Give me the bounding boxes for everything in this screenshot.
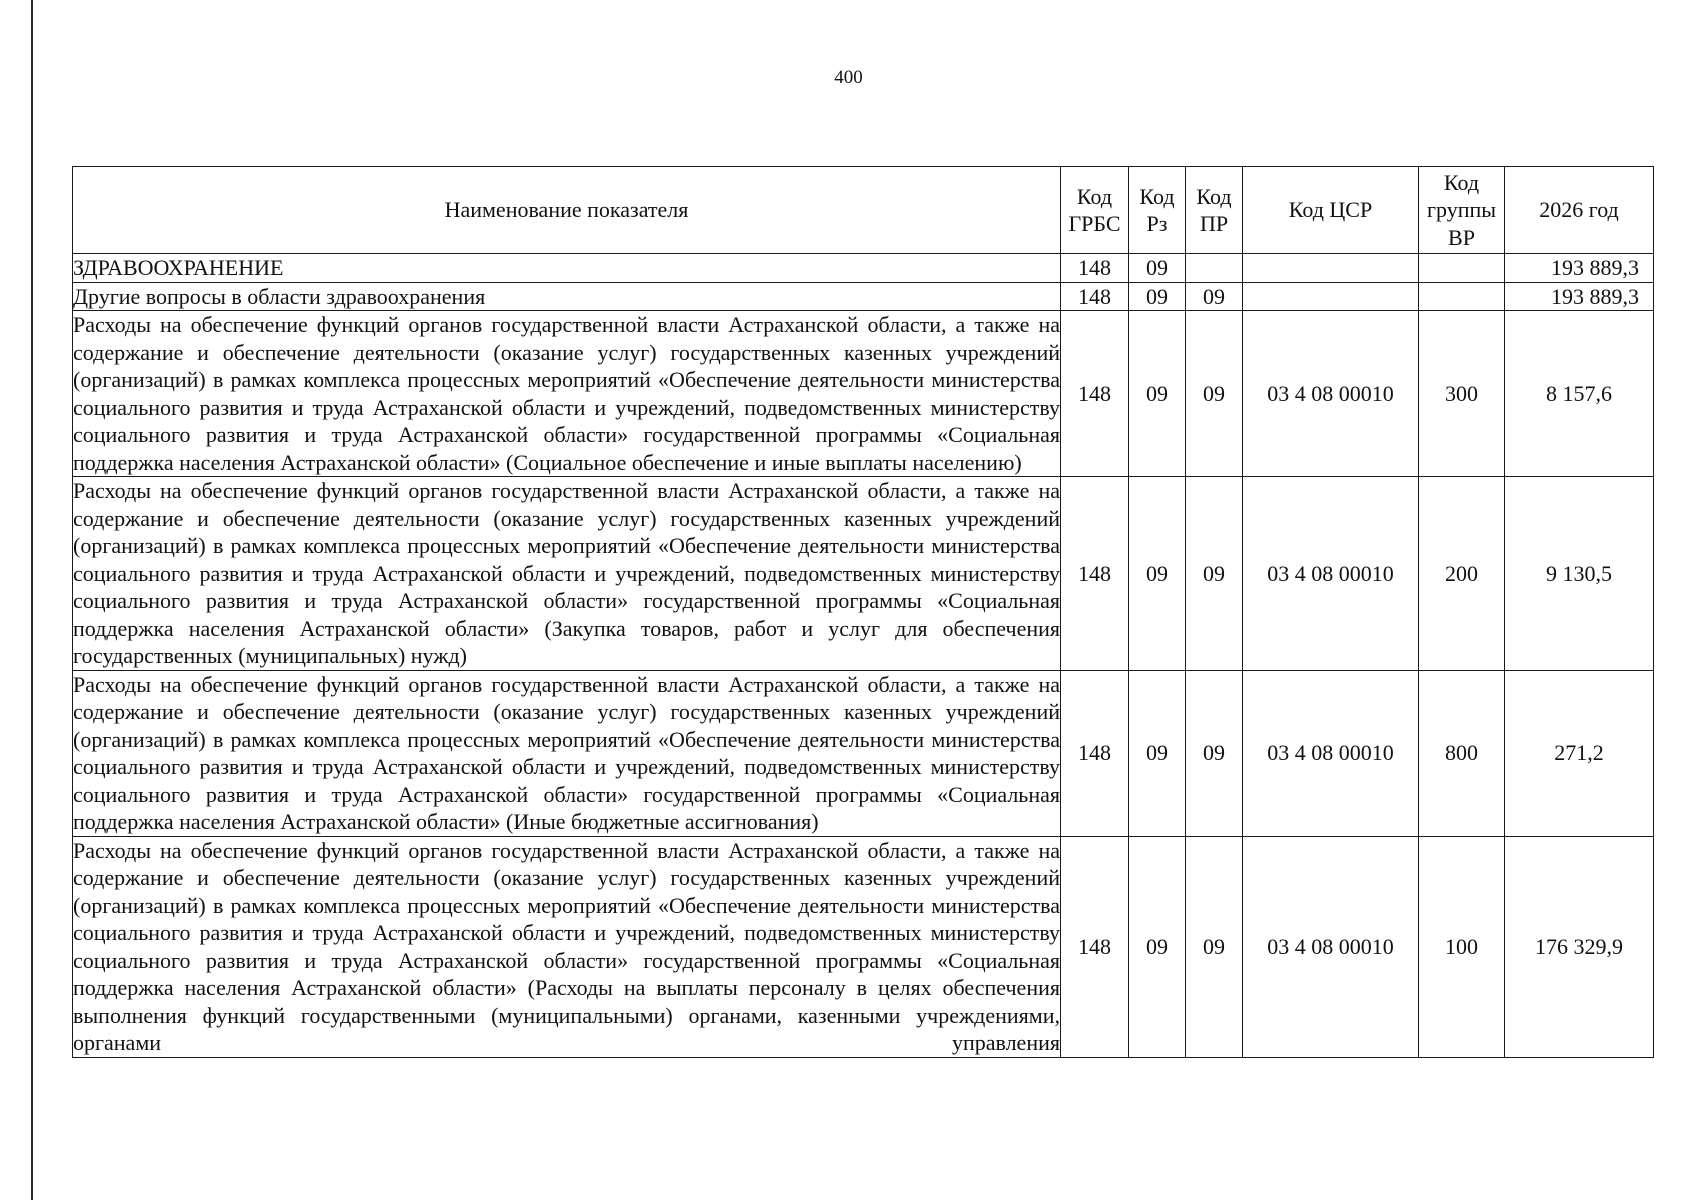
row-pr: 09 — [1186, 282, 1243, 311]
row-vr: 200 — [1419, 477, 1505, 671]
row-pr — [1186, 254, 1243, 283]
row-pr: 09 — [1186, 477, 1243, 671]
table-row — [73, 836, 1654, 1057]
row-vr: 800 — [1419, 670, 1505, 836]
table-row — [73, 477, 1654, 671]
header-vr: Код группы ВР — [1419, 167, 1505, 254]
row-pr: 09 — [1186, 670, 1243, 836]
row-grbs: 148 — [1061, 311, 1129, 477]
row-rz: 09 — [1129, 670, 1186, 836]
row-rz: 09 — [1129, 477, 1186, 671]
row-grbs: 148 — [1061, 282, 1129, 311]
row-sum: 193 889,3 — [1505, 282, 1654, 311]
header-name: Наименование показателя — [73, 167, 1061, 254]
row-csr: 03 4 08 00010 — [1243, 311, 1419, 477]
row-name: Расходы на обеспечение функций органов государственной власти Астраханской области, а также на содержание и обеспечение деятельности (оказание услуг) государственных казенных учреждений (организаций) в рамках комплекса процессных мероприятий «Обеспечение деятельности министерства социального развития и труда Астраханской области и учреждений, подведомственных министерству социального развития и труда Астраханской области» государственной программы «Социальная поддержка населения Астраханской области» (Расходы на выплаты персоналу в целях обеспечения выполнения функций государственными (муниципальными) органами, казенными учреждениями, органами управления — [73, 837, 1060, 1055]
header-grbs: Код ГРБС — [1061, 167, 1129, 254]
table-header-row — [73, 167, 1654, 254]
row-csr: 03 4 08 00010 — [1243, 477, 1419, 671]
header-pr: Код ПР — [1186, 167, 1243, 254]
row-vr: 100 — [1419, 836, 1505, 1057]
row-sum: 8 157,6 — [1505, 311, 1654, 477]
header-rz: Код Рз — [1129, 167, 1186, 254]
row-sum: 9 130,5 — [1505, 477, 1654, 671]
row-name: Расходы на обеспечение функций органов государственной власти Астраханской области, а также на содержание и обеспечение деятельности (оказание услуг) государственных казенных учреждений (организаций) в рамках комплекса процессных мероприятий «Обеспечение деятельности министерства социального развития и труда Астраханской области и учреждений, подведомственных министерству социального развития и труда Астраханской области» государственной программы «Социальная поддержка населения Астраханской области» (Социальное обеспечение и иные выплаты населению) — [73, 312, 1060, 475]
row-csr: 03 4 08 00010 — [1243, 670, 1419, 836]
row-rz: 09 — [1129, 836, 1186, 1057]
row-grbs: 148 — [1061, 254, 1129, 283]
row-name: Расходы на обеспечение функций органов государственной власти Астраханской области, а также на содержание и обеспечение деятельности (оказание услуг) государственных казенных учреждений (организаций) в рамках комплекса процессных мероприятий «Обеспечение деятельности министерства социального развития и труда Астраханской области и учреждений, подведомственных министерству социального развития и труда Астраханской области» государственной программы «Социальная поддержка населения Астраханской области» (Иные бюджетные ассигнования) — [73, 671, 1060, 834]
row-sum: 193 889,3 — [1505, 254, 1654, 283]
row-pr: 09 — [1186, 836, 1243, 1057]
budget-table — [72, 166, 1654, 1058]
row-grbs: 148 — [1061, 477, 1129, 671]
row-grbs: 148 — [1061, 670, 1129, 836]
table-row — [73, 282, 1654, 311]
row-rz: 09 — [1129, 254, 1186, 283]
row-name: Другие вопросы в области здравоохранения — [73, 282, 1061, 311]
table-row — [73, 311, 1654, 477]
row-vr — [1419, 254, 1505, 283]
row-sum: 176 329,9 — [1505, 836, 1654, 1057]
header-year: 2026 год — [1505, 167, 1654, 254]
row-csr — [1243, 282, 1419, 311]
row-sum: 271,2 — [1505, 670, 1654, 836]
table-row — [73, 670, 1654, 836]
row-pr: 09 — [1186, 311, 1243, 477]
row-vr: 300 — [1419, 311, 1505, 477]
table-row — [73, 254, 1654, 283]
row-csr: 03 4 08 00010 — [1243, 836, 1419, 1057]
row-rz: 09 — [1129, 282, 1186, 311]
row-rz: 09 — [1129, 311, 1186, 477]
row-vr — [1419, 282, 1505, 311]
page-number: 400 — [834, 67, 863, 88]
row-csr — [1243, 254, 1419, 283]
row-name: Расходы на обеспечение функций органов государственной власти Астраханской области, а также на содержание и обеспечение деятельности (оказание услуг) государственных казенных учреждений (организаций) в рамках комплекса процессных мероприятий «Обеспечение деятельности министерства социального развития и труда Астраханской области и учреждений, подведомственных министерству социального развития и труда Астраханской области» государственной программы «Социальная поддержка населения Астраханской области» (Закупка товаров, работ и услуг для обеспечения государственных (муниципальных) нужд) — [73, 478, 1060, 668]
row-grbs: 148 — [1061, 836, 1129, 1057]
header-csr: Код ЦСР — [1243, 167, 1419, 254]
scan-edge-line — [31, 0, 33, 1200]
row-name: ЗДРАВООХРАНЕНИЕ — [73, 254, 1061, 283]
